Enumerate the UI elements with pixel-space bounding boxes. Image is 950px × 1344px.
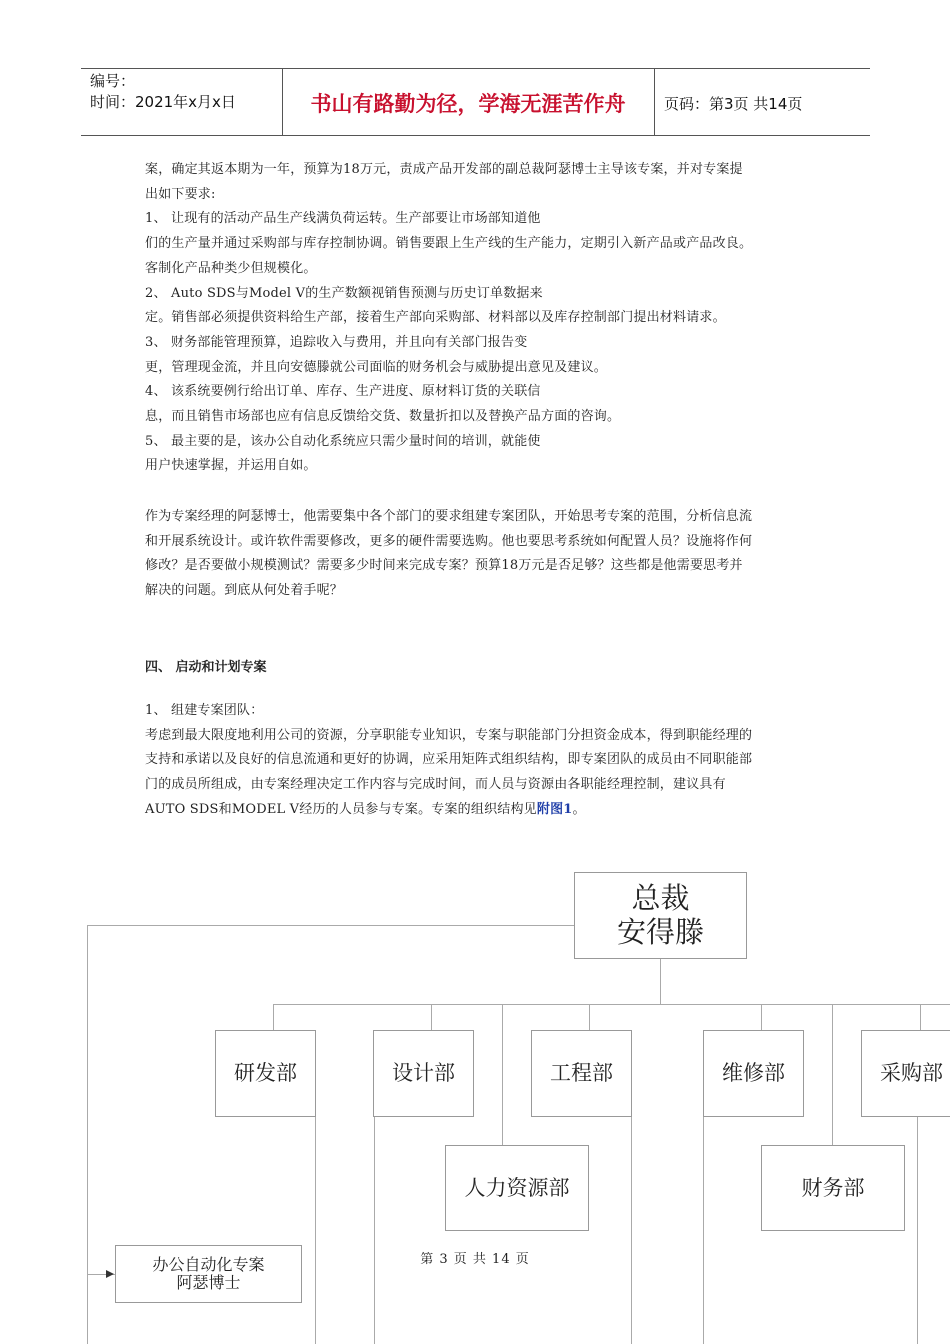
president-title: 总裁 — [631, 881, 690, 916]
connector-line — [273, 1004, 950, 1005]
text-line: 1、 让现有的活动产品生产线满负荷运转。生产部要让市场部知道他 — [145, 211, 541, 227]
dept-label: 研发部 — [234, 1061, 297, 1086]
connector-line — [631, 1117, 632, 1344]
subsection-heading: 1、 组建专案团队： — [145, 703, 264, 718]
org-dept-maintenance — [703, 1030, 804, 1117]
text-line: 支持和承诺以及良好的信息流通和更好的协调，应采用矩阵式组织结构，即专案团队的成员由不同职能部 — [145, 752, 753, 768]
text-line: 息，而且销售市场部也应有信息反馈给交货、数量折扣以及替换产品方面的咨询。 — [145, 409, 621, 425]
dept-label: 工程部 — [550, 1061, 613, 1086]
org-president-box — [574, 872, 747, 959]
header-meta — [90, 71, 236, 113]
header-motto: 书山有路勤为径，学海无涯苦作舟 — [310, 92, 626, 116]
figure-link[interactable]: 附图1 — [536, 801, 573, 817]
text-span: 。 — [572, 801, 586, 817]
connector-line — [87, 925, 574, 926]
text-line: 4、 该系统要例行给出订单、库存、生产进度、原材料订货的关联信 — [145, 384, 541, 400]
document-number-label: 编号： — [90, 72, 136, 90]
connector-line — [917, 1117, 918, 1344]
text-line: 更，管理现金流，并且向安德滕就公司面临的财务机会与威胁提出意见及建议。 — [145, 359, 608, 375]
text-line: 5、 最主要的是，该办公自动化系统应只需少量时间的培训，就能使 — [145, 433, 541, 449]
header-bottom-border — [81, 135, 870, 136]
connector-line — [315, 1117, 316, 1344]
requirements-paragraph — [145, 158, 813, 479]
document-date-label: 时间：2021年x月x日 — [90, 93, 236, 111]
text-line: 2、 Auto SDS与Model V的生产数额视销售预测与历史订单数据来 — [145, 285, 543, 301]
text-line: 考虑到最大限度地利用公司的资源，分享职能专业知识，专案与职能部门分担资金成本，得到职能经理的 — [145, 727, 753, 743]
connector-line — [660, 958, 661, 1004]
org-dept-engineering — [531, 1030, 632, 1117]
connector-line — [431, 1004, 432, 1031]
org-dept-purchasing — [861, 1030, 950, 1117]
text-line: 案，确定其返本期为一年，预算为18万元，责成产品开发部的副总裁阿瑟博士主导该专案，并对专案提 — [145, 162, 743, 177]
text-line: 和开展系统设计。或许软件需要修改，更多的硬件需要选购。他也要思考系统如何配置人员？设施将作何 — [145, 533, 753, 549]
header-divider-right — [654, 68, 655, 136]
connector-line — [87, 925, 88, 1344]
connector-line — [502, 1004, 503, 1146]
connector-line — [273, 1004, 274, 1031]
text-line: 修改？是否要做小规模测试？需要多少时间来完成专案？预算18万元是否足够？这些都是他需要思考并 — [145, 558, 743, 574]
page-footer: 第 3 页 共 14 页 — [420, 1252, 530, 1267]
connector-line — [761, 1004, 762, 1031]
org-dept-rd — [215, 1030, 316, 1117]
connector-line — [832, 1004, 833, 1146]
dept-label: 采购部 — [880, 1061, 943, 1086]
project-manager: 阿瑟博士 — [176, 1273, 241, 1292]
text-line: 客制化产品种类少但规模化。 — [145, 260, 317, 276]
text-line: 门的成员所组成，由专案经理决定工作内容与完成时间，而人员与资源由各职能经理控制，建议具有 — [145, 777, 726, 793]
text-span: AUTO SDS和MODEL V经历的人员参与专案。专案的组织结构见 — [145, 801, 537, 817]
header-page-info: 页码：第3页 共14页 — [664, 95, 803, 113]
dept-label: 设计部 — [392, 1061, 455, 1086]
manager-paragraph — [145, 505, 813, 604]
text-line: 3、 财务部能管理预算，追踪收入与费用，并且向有关部门报告变 — [145, 334, 528, 350]
org-dept-design — [373, 1030, 474, 1117]
connector-line — [920, 1004, 921, 1031]
text-line: 出如下要求: — [145, 186, 216, 202]
connector-line — [374, 1117, 375, 1344]
team-paragraph — [145, 699, 813, 823]
org-dept-hr — [445, 1145, 589, 1231]
text-line — [145, 798, 813, 823]
header-top-border — [81, 68, 870, 69]
dept-label: 维修部 — [722, 1061, 785, 1086]
connector-line — [703, 1117, 704, 1344]
arrow-icon — [106, 1270, 114, 1278]
org-dept-finance — [761, 1145, 905, 1231]
dept-label: 财务部 — [801, 1175, 865, 1200]
text-line: 用户快速掌握，并运用自如。 — [145, 458, 317, 474]
project-title: 办公自动化专案 — [152, 1254, 265, 1274]
text-line: 定。销售部必须提供资料给生产部，接着生产部向采购部、材料部以及库存控制部门提出材料请求。 — [145, 310, 726, 326]
text-line: 们的生产量并通过采购部与库存控制协调。销售要跟上生产线的生产能力，定期引入新产品或产品改良。 — [145, 236, 753, 252]
section-heading: 四、 启动和计划专案 — [145, 660, 267, 675]
text-line: 解决的问题。到底从何处着手呢？ — [145, 583, 344, 599]
text-line: 作为专案经理的阿瑟博士，他需要集中各个部门的要求组建专案团队，开始思考专案的范围，分析信息流 — [145, 509, 753, 524]
dept-label: 人力资源部 — [464, 1175, 570, 1200]
connector-line — [589, 1004, 590, 1031]
president-name: 安得滕 — [616, 914, 704, 949]
